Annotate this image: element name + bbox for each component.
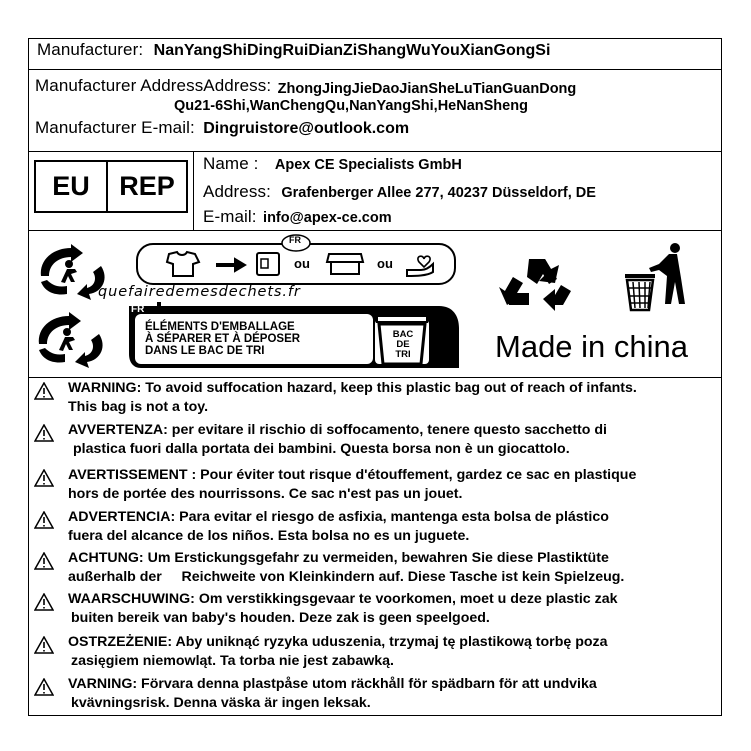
manufacturer-row <box>37 40 550 60</box>
manufacturer-address-line1: ZhongJingJieDaoJianSheLuTianGuanDong <box>277 81 577 97</box>
divider <box>29 230 721 231</box>
manufacturer-address-label: Manufacturer AddressAddress: <box>35 76 272 95</box>
eu-rep-address-row <box>203 182 596 202</box>
warning-icon <box>34 511 54 529</box>
triman-icon <box>41 244 105 300</box>
packaging-sorting-text <box>145 321 300 357</box>
eu-rep-email-label: E-mail: <box>203 207 257 226</box>
warning-icon <box>34 678 54 696</box>
warning-icon <box>34 636 54 654</box>
warning-line: WAARSCHUWING: Om verstikkingsgevaar te voorkomen, moet u deze plastic zak <box>68 591 618 607</box>
warning-line: WARNING: To avoid suffocation hazard, keep this plastic bag out of reach of infants. <box>68 380 637 396</box>
packaging-sorting-line: ÉLÉMENTS D'EMBALLAGE <box>145 321 295 333</box>
triman-icon <box>39 312 103 368</box>
warning-line: außerhalb der Reichweite von Kleinkindern auf. Diese Tasche ist kein Spielzeug. <box>68 569 625 585</box>
divider <box>29 377 721 378</box>
recycle-icon <box>499 259 571 311</box>
sorting-bin-line: DE <box>396 339 410 350</box>
warning-line: buiten bereik van baby's houden. Deze zak is geen speelgoed. <box>71 610 490 626</box>
warning-line: AVERTISSEMENT : Pour éviter tout risque d'étouffement, gardez ce sac en plastique <box>68 467 637 483</box>
warning-icon <box>34 552 54 570</box>
trash-bin-icon <box>625 243 685 310</box>
eu-rep-email: info@apex-ce.com <box>263 210 392 226</box>
warning-line: ACHTUNG: Um Erstickungsgefahr zu vermeiden, bewahren Sie diese Plastiktüte <box>68 550 609 566</box>
manufacturer-email-row <box>35 118 409 138</box>
eu-rep-badge-eu: EU <box>36 162 108 211</box>
sorting-bin-line: BAC <box>392 329 414 340</box>
manufacturer-address-row <box>35 76 576 96</box>
warning-line: zasięgiem niemowląt. Ta torba nie jest zabawką. <box>71 653 395 669</box>
divider <box>29 151 721 152</box>
manufacturer-name: NanYangShiDingRuiDianZiShangWuYouXianGongSi <box>153 42 551 59</box>
origin-label: Made in china <box>495 329 689 364</box>
eu-rep-address: Grafenberger Allee 277, 40237 Düsseldorf, DE <box>281 185 596 201</box>
warning-icon <box>34 469 54 487</box>
warning-line: OSTRZEŻENIE: Aby uniknąć ryzyka uduszenia, trzymaj tę plastikową torbę poza <box>68 634 608 650</box>
warning-line: VARNING: Förvara denna plastpåse utom räckhåll för spädbarn för att undvika <box>68 676 597 692</box>
fr-tag: FR <box>131 304 145 315</box>
manufacturer-email: Dingruistore@outlook.com <box>203 120 410 137</box>
divider <box>29 69 721 70</box>
manufacturer-label: Manufacturer: <box>37 40 144 59</box>
warning-line: plastica fuori dalla portata dei bambini. Questa borsa non è un giocattolo. <box>73 441 570 457</box>
or-separator: ou <box>377 256 393 271</box>
warning-line: fuera del alcance de los niños. Esta bolsa no es un juguete. <box>68 528 470 544</box>
eu-rep-badge-rep: REP <box>119 171 175 201</box>
packaging-sorting-line: À SÉPARER ET À DÉPOSER <box>145 333 301 345</box>
or-separator: ou <box>294 256 310 271</box>
divider <box>193 151 194 230</box>
warning-line: AVVERTENZA: per evitare il rischio di soffocamento, tenere questo sacchetto di <box>68 422 607 438</box>
eu-rep-address-label: Address: <box>203 182 271 201</box>
sorting-bin-label <box>386 330 420 360</box>
eu-rep-name: Apex CE Specialists GmbH <box>274 157 462 173</box>
sorting-bin-line: TRI <box>395 349 411 360</box>
packaging-sorting-line: DANS LE BAC DE TRI <box>145 345 265 357</box>
fr-tag: FR <box>289 235 301 245</box>
eu-rep-name-label: Name : <box>203 154 259 173</box>
warning-line: kvävningsrisk. Denna väska är ingen leksak. <box>71 695 371 711</box>
recycling-website: quefairedemesdechets.fr <box>98 284 301 300</box>
product-label <box>28 38 722 716</box>
eu-rep-name-row <box>203 154 462 174</box>
eu-rep-email-row <box>203 207 392 227</box>
manufacturer-address-line2: Qu21-6Shi,WanChengQu,NanYangShi,HeNanSheng <box>174 98 528 114</box>
warning-icon <box>34 593 54 611</box>
warning-icon <box>34 424 54 442</box>
warning-line: ADVERTENCIA: Para evitar el riesgo de asfixia, mantenga esta bolsa de plástico <box>68 509 609 525</box>
eu-rep-badge <box>34 160 188 213</box>
manufacturer-email-label: Manufacturer E-mail: <box>35 118 195 137</box>
warning-line: hors de portée des nourrissons. Ce sac n'est pas un jouet. <box>68 486 463 502</box>
warning-icon <box>34 382 54 400</box>
warning-line: This bag is not a toy. <box>68 399 209 415</box>
